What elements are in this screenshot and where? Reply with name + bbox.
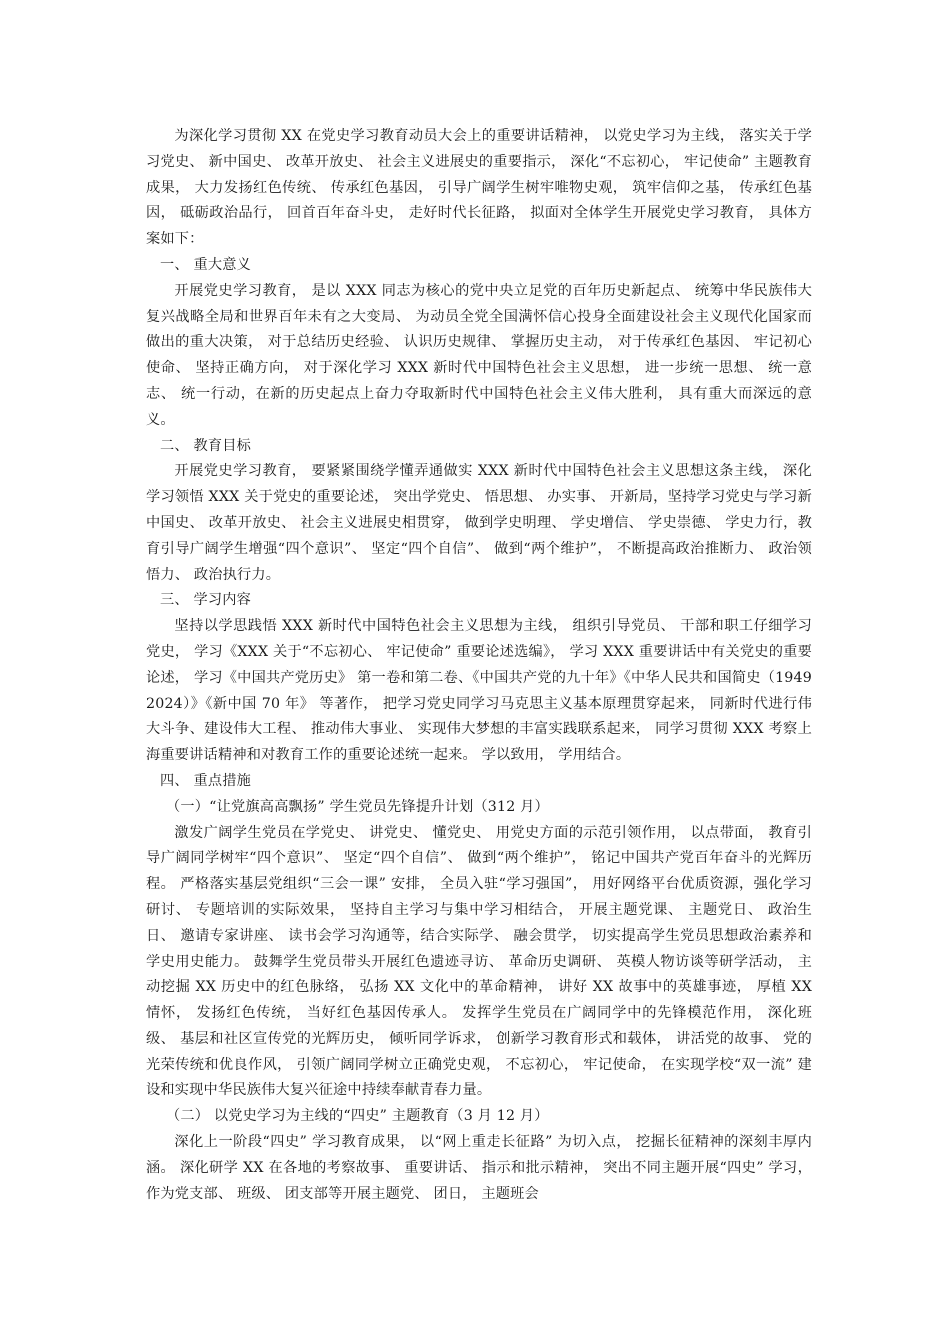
subsection-heading-four-histories: （二） 以党史学习为主线的“四史” 主题教育（3 月 12 月） (166, 1108, 549, 1125)
section-heading-content: 三、 学习内容 (160, 592, 252, 609)
subsection-body-party-flag: 激发广阔学生党员在学党史、 讲党史、 懂党史、 用党史方面的示范引领作用， 以点带面， 教育引导广阔同学树牢“四个意识”、 坚定“四个自信”、 做到“两个维护”， 铭记中国共产党百年奋斗的光辉历程。 严格落实基层党组织“三会一课” 安排， 全员入驻“学习强国”， 用好网络平台优质资源，强化学习研讨、 专题培训的实际效果， 坚持自主学习与集中学习相结合， 开展主题党课、 主题党日、 政治生日、 邀请专家讲座、 读书会学习沟通等，结合实际学、 融会贯学， 切实提高学生党员思想政治素养和学史用史能力。 鼓舞学生党员带头开展红色遗迹寻访、 革命历史调研、 英模人物访谈等研学活动， 主动挖掘 XX 历史中的红色脉络， 弘扬 XX 文化中的革命精神， 讲好 XX 故事中的英雄事迹， 厚植 XX 情怀， 发扬红色传统， 当好红色基因传承人。 发挥学生党员在广阔同学中的先锋模范作用， 深化班级、 基层和社区宣传党的光辉历史， 倾听同学诉求， 创新学习教育形式和载体， 讲活党的故事、 党的光荣传统和优良作风， 引领广阔同学树立正确党史观， 不忘初心， 牢记使命， 在实现学校“双一流” 建设和实现中华民族伟大复兴征途中持续奉献青春力量。 (146, 824, 812, 1099)
section-body-goals: 开展党史学习教育， 要紧紧围绕学懂弄通做实 XXX 新时代中国特色社会主义思想这条主线， 深化学习领悟 XXX 关于党史的重要论述， 突出学党史、 悟思想、 办实事、 开新局，坚持学习党史与学习新中国史、 改革开放史、 社会主义进展史相贯穿， 做到学史明理、 学史增信、 学史崇德、 学史力行，教育引导广阔学生增强“四个意识”、 坚定“四个自信”、 做到“两个维护”， 不断提高政治推断力、 政治领悟力、 政治执行力。 (146, 463, 812, 583)
intro-paragraph: 为深化学习贯彻 XX 在党史学习教育动员大会上的重要讲话精神， 以党史学习为主线， 落实关于学习党史、 新中国史、 改革开放史、 社会主义进展史的重要指示， 深化“不忘初心， 牢记使命” 主题教育成果， 大力发扬红色传统、 传承红色基因， 引导广阔学生树牢唯物史观， 筑牢信仰之基， 传承红色基因， 砥砺政治品行， 回首百年奋斗史， 走好时代长征路， 拟面对全体学生开展党史学习教育， 具体方案如下： (146, 128, 812, 248)
document-page (146, 124, 812, 1207)
subsection-heading-party-flag: （一）“让党旗高高飘扬” 学生党员先锋提升计划（312 月） (166, 798, 549, 815)
section-body-content: 坚持以学思践悟 XXX 新时代中国特色社会主义思想为主线， 组织引导党员、 干部和职工仔细学习党史， 学习《XXX 关于“不忘初心、 牢记使命” 重要论述选编》， 学习 XXX 重要讲话中有关党史的重要论述， 学习《中国共产党历史》 第一卷和第二卷、《中国共产党的九十年》《中华人民共和国简史（19492024）》《新中国 70 年》 等著作， 把学习党史同学习马克思主义基本原理贯穿起来， 同新时代进行伟大斗争、建设伟大工程、 推动伟大事业、 实现伟大梦想的丰富实践联系起来， 同学习贯彻 XXX 考察上海重要讲话精神和对教育工作的重要论述统一起来。 学以致用， 学用结合。 (146, 618, 812, 764)
subsection-body-four-histories: 深化上一阶段“四史” 学习教育成果， 以“网上重走长征路” 为切入点， 挖掘长征精神的深刻丰厚内涵。 深化研学 XX 在各地的考察故事、 重要讲话、 指示和批示精神， 突出不同主题开展“四史” 学习， 作为党支部、 班级、 团支部等开展主题党、 团日， 主题班会 (146, 1134, 812, 1202)
section-body-significance: 开展党史学习教育， 是以 XXX 同志为核心的党中央立足党的百年历史新起点、 统筹中华民族伟大复兴战略全局和世界百年未有之大变局、 为动员全党全国满怀信心投身全面建设社会主义现代化国家而做出的重大决策， 对于总结历史经验、 认识历史规律、 掌握历史主动， 对于传承红色基因、 牢记初心使命、 坚持正确方向， 对于深化学习 XXX 新时代中国特色社会主义思想， 进一步统一思想、 统一意志、 统一行动，在新的历史起点上奋力夺取新时代中国特色社会主义伟大胜利， 具有重大而深远的意义。 (146, 282, 812, 428)
section-heading-goals: 二、 教育目标 (160, 437, 252, 454)
section-heading-significance: 一、 重大意义 (160, 256, 252, 273)
section-heading-measures: 四、 重点措施 (160, 772, 252, 789)
